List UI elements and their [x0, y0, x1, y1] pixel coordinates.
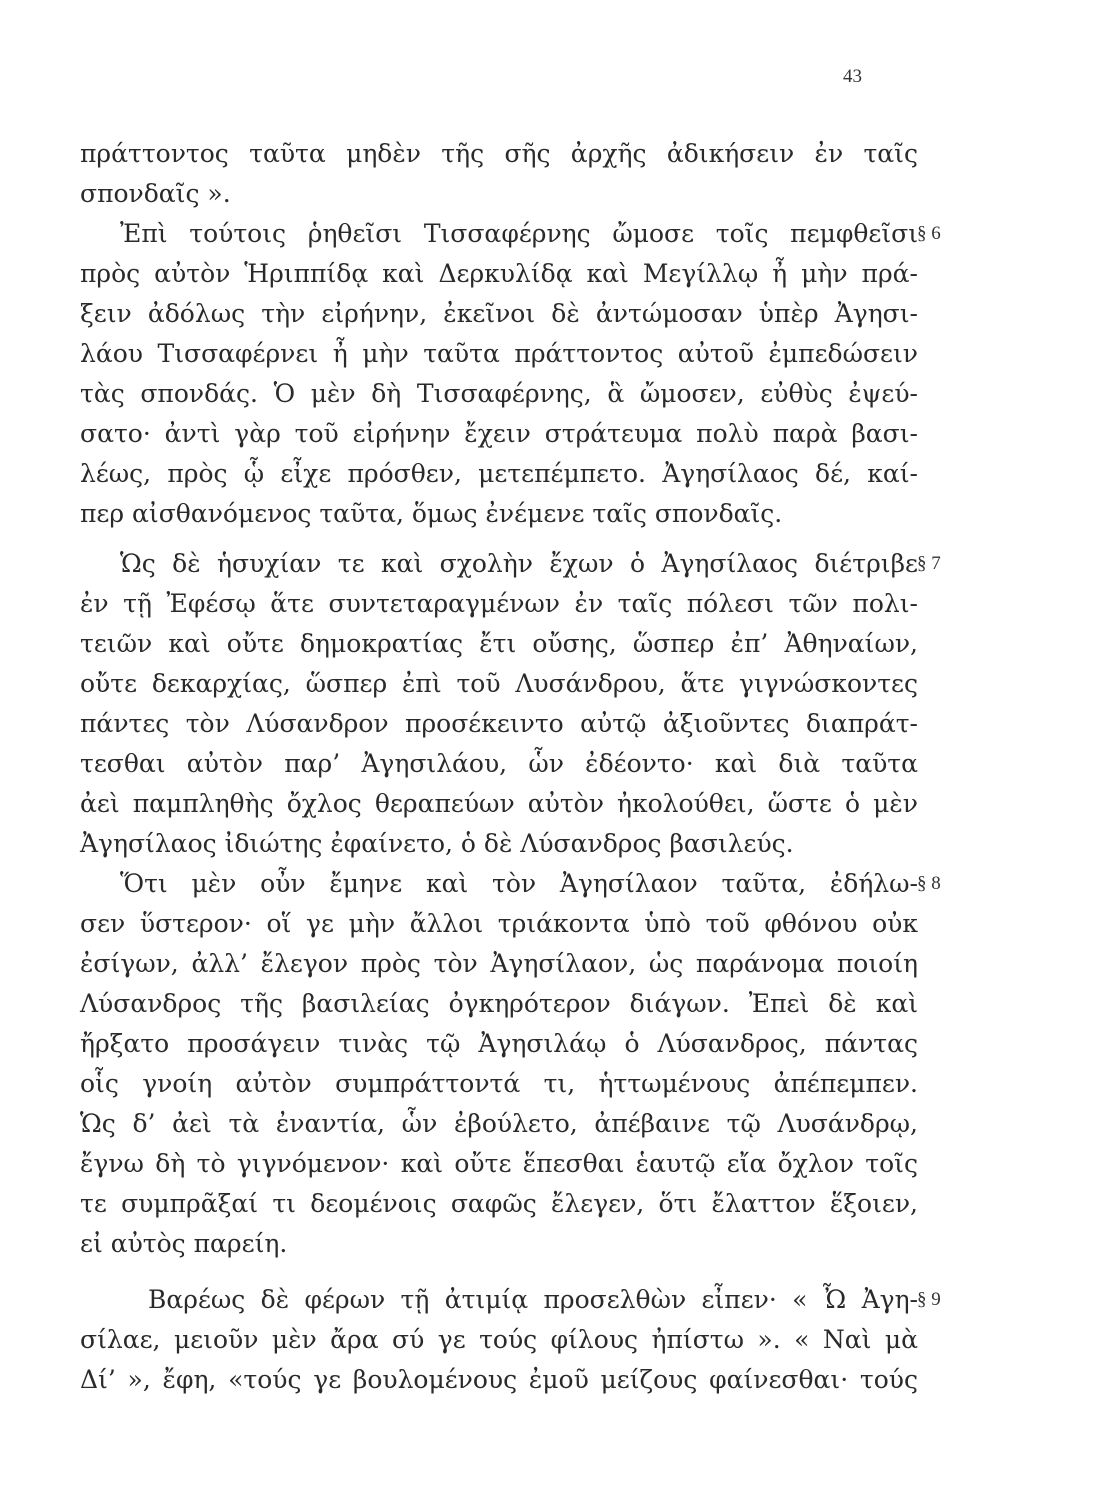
text-line: Δί’ », ἔφη, «τούς γε βουλομένους ἐμοῦ μείζους φαίνεσθαι· τούς — [80, 1365, 918, 1394]
text-line: τὰς σπονδάς. Ὁ μὲν δὴ Τισσαφέρνης, ἃ ὤμοσεν, εὐθὺς ἐψεύ- — [80, 379, 918, 408]
text-line: οἷς γνοίη αὐτὸν συμπράττοντά τι, ἡττωμένους ἀπέπεμπεν. — [80, 1069, 918, 1098]
text-line: σίλαε, μειοῦν μὲν ἄρα σύ γε τούς φίλους ἠπίστω ». « Ναὶ μὰ — [80, 1325, 918, 1354]
text-line: ἐσίγων, ἀλλ’ ἔλεγον πρὸς τὸν Ἀγησίλαον, ὡς παράνομα ποιοίη — [80, 949, 918, 978]
text-line: λέως, πρὸς ᾧ εἶχε πρόσθεν, μετεπέμπετο. Ἀγησίλαος δέ, καί- — [80, 459, 918, 488]
section-marker: § 9 — [917, 1289, 941, 1310]
text-line: ἀεὶ παμπληθὴς ὄχλος θεραπεύων αὐτὸν ἠκολούθει, ὥστε ὁ μὲν — [80, 789, 918, 818]
section-marker: § 6 — [917, 223, 941, 244]
text-line: τεσθαι αὐτὸν παρ’ Ἀγησιλάου, ὧν ἐδέοντο· καὶ διὰ ταῦτα — [80, 749, 918, 778]
text-line: Ἀγησίλαος ἰδιώτης ἐφαίνετο, ὁ δὲ Λύσανδρος βασιλεύς. — [80, 829, 794, 858]
text-line: σπονδαῖς ». — [80, 179, 231, 208]
text-line: ἔγνω δὴ τὸ γιγνόμενον· καὶ οὔτε ἕπεσθαι ἑαυτῷ εἴα ὄχλον τοῖς — [80, 1149, 918, 1178]
text-line: εἰ αὐτὸς παρείη. — [80, 1229, 288, 1258]
text-line: πρὸς αὐτὸν Ἡριππίδᾳ καὶ Δερκυλίδᾳ καὶ Μεγίλλῳ ἦ μὴν πρά- — [80, 259, 918, 288]
text-line: Βαρέως δὲ φέρων τῇ ἀτιμίᾳ προσελθὼν εἶπεν· « Ὦ Ἀγη- — [148, 1285, 918, 1314]
section-marker: § 7 — [917, 553, 941, 574]
text-line: περ αἰσθανόμενος ταῦτα, ὅμως ἐνέμενε ταῖς σπονδαῖς. — [80, 499, 783, 528]
text-line: σεν ὕστερον· οἵ γε μὴν ἄλλοι τριάκοντα ὑπὸ τοῦ φθόνου οὐκ — [80, 909, 918, 938]
text-line: Ὡς δὲ ἡσυχίαν τε καὶ σχολὴν ἔχων ὁ Ἀγησίλαος διέτριβε — [120, 549, 918, 578]
text-line: τειῶν καὶ οὔτε δημοκρατίας ἔτι οὔσης, ὥσπερ ἐπ’ Ἀθηναίων, — [80, 629, 918, 658]
text-line: ἤρξατο προσάγειν τινὰς τῷ Ἀγησιλάῳ ὁ Λύσανδρος, πάντας — [80, 1029, 918, 1058]
text-line: πράττοντος ταῦτα μηδὲν τῆς σῆς ἀρχῆς ἀδικήσειν ἐν ταῖς — [80, 139, 918, 168]
text-line: ξειν ἀδόλως τὴν εἰρήνην, ἐκεῖνοι δὲ ἀντώμοσαν ὑπὲρ Ἀγησι- — [80, 299, 918, 328]
text-line: πάντες τὸν Λύσανδρον προσέκειντο αὐτῷ ἀξιοῦντες διαπράτ- — [80, 709, 918, 738]
text-line: ἐν τῇ Ἐφέσῳ ἅτε συντεταραγμένων ἐν ταῖς πόλεσι τῶν πολι- — [80, 589, 918, 618]
text-line: Ὅτι μὲν οὖν ἔμηνε καὶ τὸν Ἀγησίλαον ταῦτα, ἐδήλω- — [120, 869, 918, 898]
text-line: Λύσανδρος τῆς βασιλείας ὀγκηρότερον διάγων. Ἐπεὶ δὲ καὶ — [80, 989, 918, 1018]
text-line: σατο· ἀντὶ γὰρ τοῦ εἰρήνην ἔχειν στράτευμα πολὺ παρὰ βασι- — [80, 419, 918, 448]
text-line: οὔτε δεκαρχίας, ὥσπερ ἐπὶ τοῦ Λυσάνδρου, ἅτε γιγνώσκοντες — [80, 669, 918, 698]
text-line: λάου Τισσαφέρνει ἦ μὴν ταῦτα πράττοντος αὐτοῦ ἐμπεδώσειν — [80, 339, 918, 368]
text-line: Ὡς δ’ ἀεὶ τὰ ἐναντία, ὧν ἐβούλετο, ἀπέβαινε τῷ Λυσάνδρῳ, — [80, 1109, 918, 1138]
section-marker: § 8 — [917, 873, 941, 894]
page-number: 43 — [843, 66, 862, 87]
text-line: τε συμπρᾶξαί τι δεομένοις σαφῶς ἔλεγεν, ὅτι ἔλαττον ἕξοιεν, — [80, 1189, 918, 1218]
text-line: Ἐπὶ τούτοις ῥηθεῖσι Τισσαφέρνης ὤμοσε τοῖς πεμφθεῖσι — [120, 219, 918, 248]
